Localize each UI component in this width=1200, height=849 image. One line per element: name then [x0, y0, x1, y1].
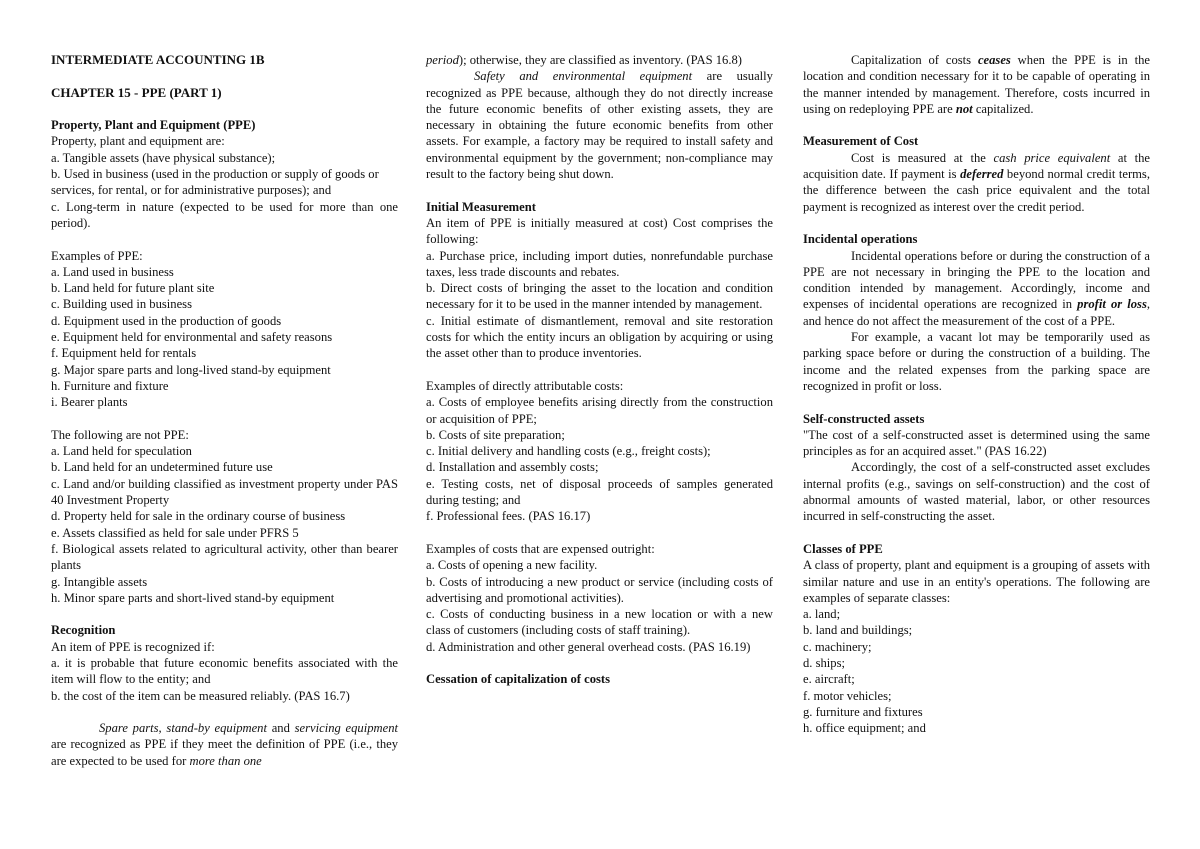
more-than-one-term: more than one: [189, 753, 262, 768]
class-item: b. land and buildings;: [803, 623, 913, 638]
incidental-paragraph: [803, 248, 1150, 329]
profit-or-loss-term: profit or loss: [1077, 297, 1147, 312]
class-item: f. motor vehicles;: [803, 688, 892, 703]
cash-price-term: cash price equivalent: [993, 150, 1111, 165]
text-run: capitalized.: [972, 101, 1034, 116]
column-2: [426, 52, 773, 688]
class-item: h. office equipment; and: [803, 721, 926, 736]
not-ppe-item: f. Biological assets related to agricultural activity, other than bearer plants: [51, 541, 398, 573]
class-item: d. ships;: [803, 655, 845, 670]
initial-item: b. Direct costs of bringing the asset to the location and condition necessary for it to be used in the manner intended by management.: [426, 281, 773, 312]
direct-cost-item: b. Costs of site preparation;: [426, 427, 565, 442]
measurement-paragraph: [803, 150, 1150, 215]
expensed-cost-item: c. Costs of conducting business in a new location or with a new class of customers (including costs of staff training).: [426, 607, 773, 638]
expensed-cost-item: d. Administration and other general overhead costs. (PAS 16.19): [426, 639, 751, 654]
servicing-term: servicing equipment: [294, 721, 398, 736]
direct-cost-item: e. Testing costs, net of disposal proceeds of samples generated during testing; and: [426, 476, 773, 508]
column-1: [51, 52, 398, 769]
direct-cost-item: a. Costs of employee benefits arising directly from the construction or acquisition of PPE;: [426, 395, 773, 426]
safety-paragraph: [426, 68, 773, 182]
continued-paragraph: [426, 52, 773, 68]
not-ppe-item: c. Land and/or building classified as investment property under PAS 40 Investment Property: [51, 476, 398, 508]
initial-item: c. Initial estimate of dismantlement, removal and site restoration costs for which the entity incurs an obligation by acquiring or using the asset other than to produce inventories.: [426, 313, 773, 361]
example-item: d. Equipment used in the production of goods: [51, 313, 282, 328]
recognition-item-a: a. it is probable that future economic benefits associated with the item will flow to the entity; and: [51, 655, 398, 687]
example-item: e. Equipment held for environmental and safety reasons: [51, 330, 333, 345]
cessation-paragraph: [803, 52, 1150, 117]
self-constructed-heading: Self-constructed assets: [803, 411, 925, 426]
not-term: not: [955, 101, 973, 116]
incidental-example: For example, a vacant lot may be temporarily used as parking space before or during the construction of a building. The income and the related expenses from the parking space are recognized in profit or loss.: [803, 330, 1150, 393]
spare-parts-term: Spare parts, stand-by equipment: [99, 721, 267, 736]
expensed-costs-title: Examples of costs that are expensed outright:: [426, 541, 655, 556]
not-ppe-item: g. Intangible assets: [51, 574, 148, 589]
ceases-term: ceases: [977, 53, 1011, 67]
initial-measurement-intro: An item of PPE is initially measured at cost) Cost comprises the following:: [426, 215, 773, 247]
text-run: ); otherwise, they are classified as inventory. (PAS 16.8): [458, 53, 742, 67]
not-ppe-item: a. Land held for speculation: [51, 444, 192, 459]
safety-term: Safety and environmental equipment: [474, 69, 693, 84]
direct-cost-item: d. Installation and assembly costs;: [426, 460, 599, 475]
direct-costs-title: Examples of directly attributable costs:: [426, 378, 624, 393]
text-run: Cost is measured at the: [851, 150, 994, 165]
ppe-heading: Property, Plant and Equipment (PPE): [51, 118, 256, 133]
ppe-item-b-line2: services, for rental, or for administrative purposes); and: [51, 183, 332, 198]
direct-cost-item: c. Initial delivery and handling costs (e.g., freight costs);: [426, 444, 711, 459]
class-item: c. machinery;: [803, 639, 872, 654]
measurement-heading: Measurement of Cost: [803, 134, 919, 149]
text-run: Capitalization of costs: [851, 53, 978, 67]
text-run: Incidental operations before or during the construction of a PPE are not necessary in bringing the PPE to the location and condition intended by management. Accordingly, income and expenses of incidental operations are recognized in: [803, 248, 1150, 312]
classes-heading: Classes of PPE: [803, 541, 883, 556]
incidental-heading: Incidental operations: [803, 232, 918, 247]
example-item: f. Equipment held for rentals: [51, 346, 197, 361]
text-run: , and hence do not affect the measurement of the cost of a PPE.: [803, 297, 1151, 328]
self-constructed-paragraph: Accordingly, the cost of a self-constructed asset excludes internal profits (e.g., savings on self-construction) and the cost of abnormal amounts of wasted material, labor, or other resources incurred in self-constructing the asset.: [803, 460, 1150, 524]
class-item: g. furniture and fixtures: [803, 704, 923, 719]
ppe-intro: Property, plant and equipment are:: [51, 134, 225, 149]
text-run: at the acquisition date. If payment is: [803, 150, 1150, 182]
ppe-item-b-line1: b. Used in business (used in the production or supply of goods or: [51, 167, 379, 182]
initial-measurement-heading: Initial Measurement: [426, 199, 536, 214]
document-title: INTERMEDIATE ACCOUNTING 1B: [51, 52, 265, 67]
examples-title: Examples of PPE:: [51, 248, 143, 263]
text-run: are usually recognized as PPE because, although they do not directly increase the future economic benefits of other existing assets, they are necessary in obtaining the future economic benefits from other assets. For example, a factory may be required to install safety and environmental equipment by the government; non-compliance may result to the factory being shut down.: [426, 69, 773, 182]
not-ppe-item: b. Land held for an undetermined future use: [51, 460, 273, 475]
period-term: period: [426, 53, 459, 67]
not-ppe-item: e. Assets classified as held for sale under PFRS 5: [51, 525, 299, 540]
text-run: beyond normal credit terms, the difference between the cash price equivalent and the total payment is recognized as interest over the credit period.: [803, 167, 1150, 214]
self-constructed-quote: "The cost of a self-constructed asset is determined using the same principles as for an acquired asset." (PAS 16.22): [803, 427, 1150, 459]
cessation-heading: Cessation of capitalization of costs: [426, 672, 610, 687]
example-item: g. Major spare parts and long-lived stand-by equipment: [51, 362, 331, 377]
text-run: and: [266, 721, 295, 736]
ppe-item-c: c. Long-term in nature (expected to be used for more than one period).: [51, 199, 398, 230]
class-item: a. land;: [803, 607, 841, 622]
direct-cost-item: f. Professional fees. (PAS 16.17): [426, 509, 591, 524]
text-run: when the PPE is in the location and condition necessary for it to be capable of operating in the manner intended by management. Therefore, costs incurred in using on redeploying PPE are: [803, 53, 1150, 116]
deferred-term: deferred: [960, 167, 1004, 182]
not-ppe-item: h. Minor spare parts and short-lived stand-by equipment: [51, 590, 335, 605]
not-ppe-item: d. Property held for sale in the ordinary course of business: [51, 509, 346, 524]
chapter-title: CHAPTER 15 - PPE (PART 1): [51, 84, 222, 100]
example-item: h. Furniture and fixture: [51, 378, 169, 393]
recognition-heading: Recognition: [51, 623, 116, 638]
spare-parts-paragraph: [51, 720, 398, 769]
initial-item: a. Purchase price, including import duties, nonrefundable purchase taxes, less trade discounts and rebates.: [426, 248, 773, 279]
not-ppe-title: The following are not PPE:: [51, 427, 189, 442]
recognition-item-b: b. the cost of the item can be measured reliably. (PAS 16.7): [51, 688, 350, 703]
example-item: i. Bearer plants: [51, 395, 128, 410]
expensed-cost-item: a. Costs of opening a new facility.: [426, 558, 598, 573]
ppe-item-a: a. Tangible assets (have physical substance);: [51, 150, 276, 165]
classes-intro: A class of property, plant and equipment is a grouping of assets with similar nature and use in an entity's operations. The following are examples of separate classes:: [803, 558, 1150, 605]
expensed-cost-item: b. Costs of introducing a new product or service (including costs of advertising and promotional activities).: [426, 574, 773, 605]
example-item: a. Land used in business: [51, 264, 174, 279]
example-item: c. Building used in business: [51, 297, 192, 312]
recognition-intro: An item of PPE is recognized if:: [51, 639, 215, 654]
column-3: [803, 52, 1150, 736]
class-item: e. aircraft;: [803, 672, 855, 687]
example-item: b. Land held for future plant site: [51, 281, 215, 296]
text-run: are recognized as PPE if they meet the definition of PPE (i.e., they are expected to be used for: [51, 737, 398, 768]
